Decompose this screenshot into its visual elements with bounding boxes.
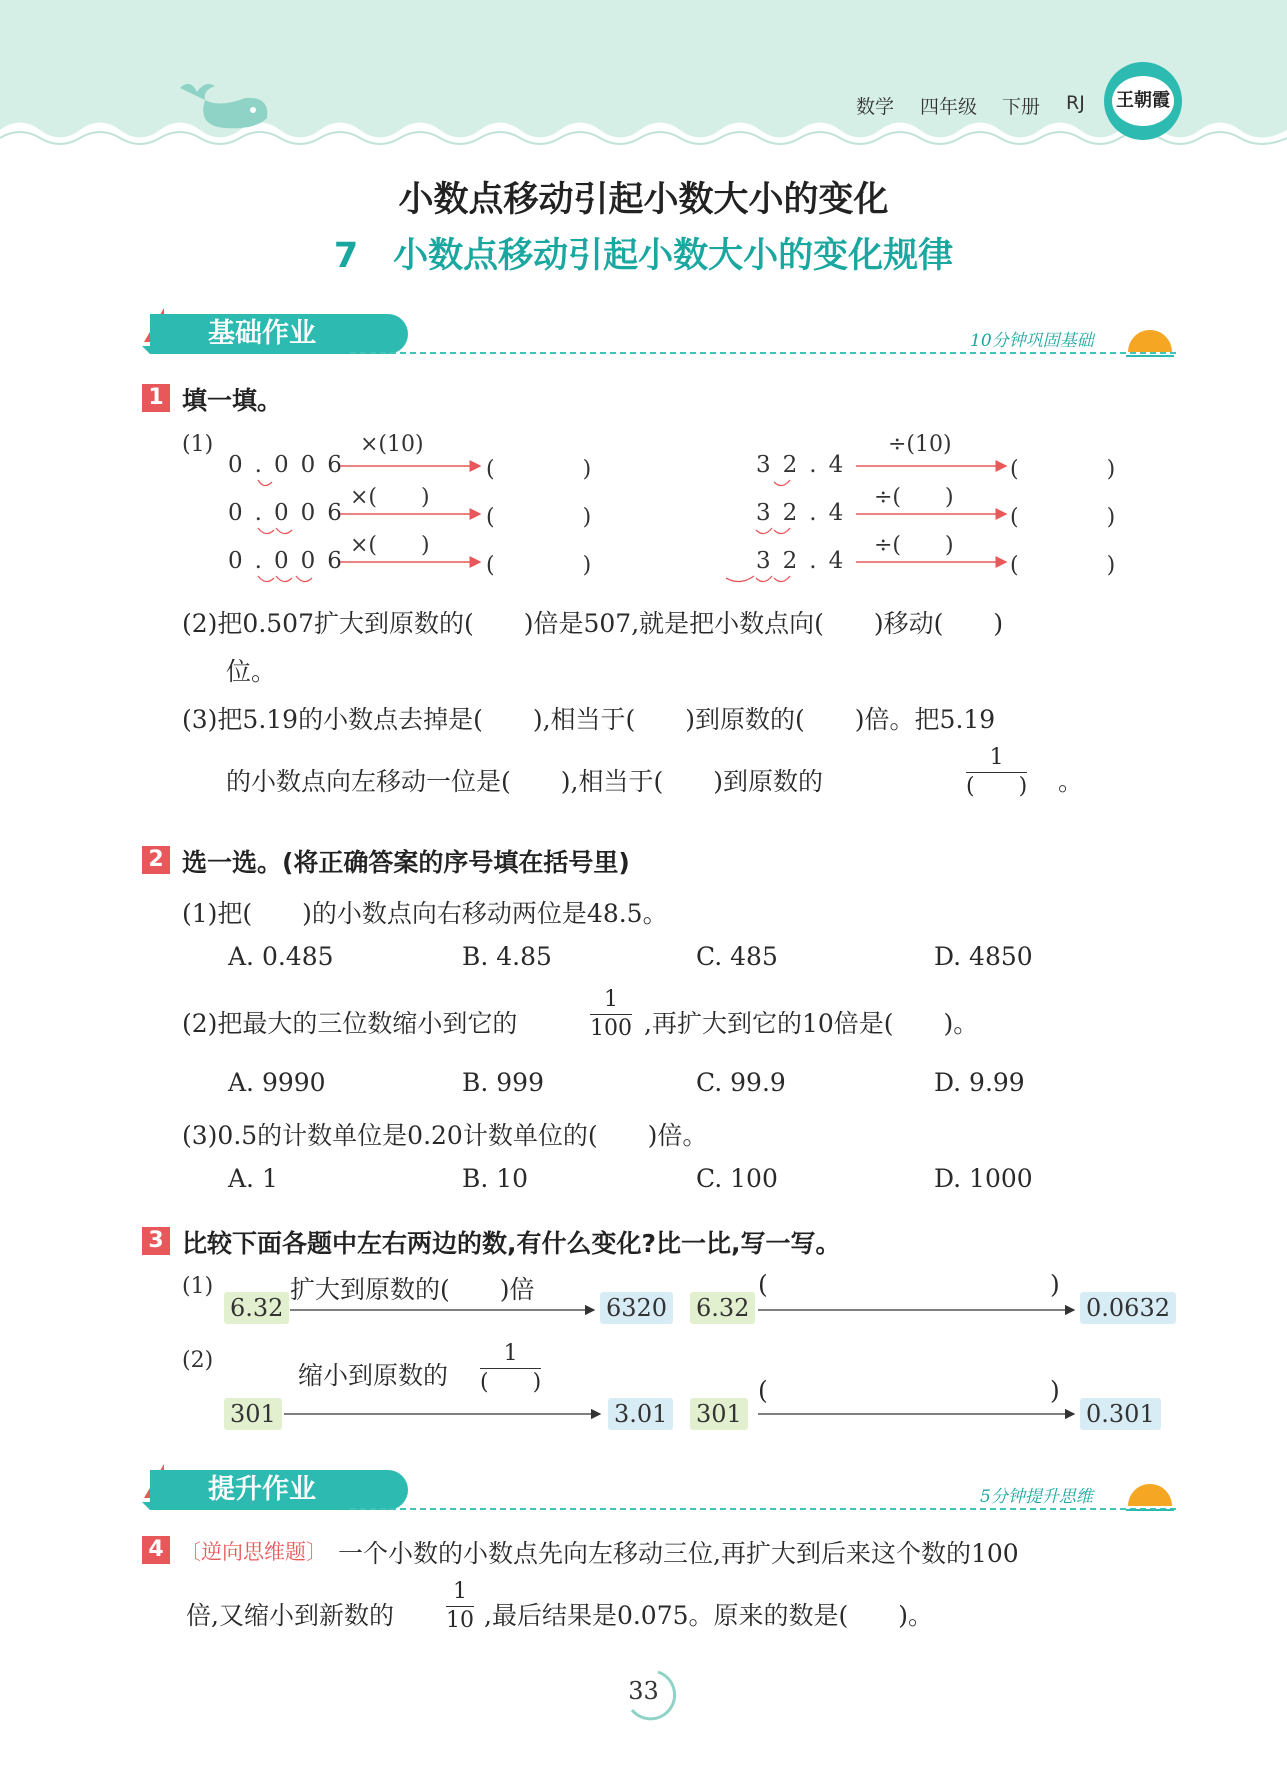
section-advanced: 提升作业 <box>150 1470 408 1510</box>
q2-p1-option-c[interactable]: C. 485 <box>696 942 778 971</box>
sunset-icon-2 <box>1122 1476 1178 1516</box>
q1-part2-line2: 位。 <box>226 657 277 686</box>
q3-p2-from-2: 301 <box>690 1398 748 1430</box>
header-volume: 下册 <box>1002 96 1041 118</box>
section-advanced-note: 5分钟提升思维 <box>980 1487 1093 1507</box>
q2-part2-b: ,再扩大到它的10倍是( )。 <box>644 1009 979 1038</box>
q3-p2-to: 3.01 <box>608 1398 673 1430</box>
q4-line2-b: ,最后结果是0.075。原来的数是( )。 <box>484 1601 934 1630</box>
q1-part1-label: (1) <box>182 432 214 457</box>
q2-p1-option-b[interactable]: B. 4.85 <box>462 942 552 971</box>
q1-part2-line1: (2)把0.507扩大到原数的( )倍是507,就是把小数点向( )移动( ) <box>182 609 1004 638</box>
q2-p3-option-c[interactable]: C. 100 <box>696 1164 778 1193</box>
q1-part3-line1: (3)把5.19的小数点去掉是( ),相当于( )到原数的( )倍。把5.19 <box>182 705 996 734</box>
q2-p2-option-a[interactable]: A. 9990 <box>228 1068 326 1097</box>
q4-tag: 〔逆向思维题〕 <box>180 1540 327 1564</box>
question-3-title: 比较下面各题中左右两边的数,有什么变化?比一比,写一写。 <box>182 1229 841 1258</box>
q1-right-answer-3[interactable]: ( ) <box>1010 553 1116 578</box>
q1-right-answer-2[interactable]: ( ) <box>1010 505 1116 530</box>
q1-left-op-2: ×( ) <box>350 485 430 510</box>
q3-arrows <box>0 1280 1287 1430</box>
q3-p1-from-2: 6.32 <box>690 1292 755 1324</box>
q1-left-op-3: ×( ) <box>350 533 430 558</box>
question-2-title: 选一选。(将正确答案的序号填在括号里) <box>182 848 630 877</box>
q3-p1-from: 6.32 <box>224 1292 289 1324</box>
section-basic-note: 10分钟巩固基础 <box>970 331 1094 351</box>
question-1-number: 1 <box>142 384 170 412</box>
fraction-numerator: 1 <box>590 986 632 1015</box>
q3-p1-to: 6320 <box>600 1292 673 1324</box>
question-4-number: 4 <box>142 1536 170 1564</box>
q1-left-number-2: 0.006 <box>228 500 354 526</box>
fraction-denominator: 100 <box>590 1016 632 1041</box>
q3-p1-close-paren: ) <box>1050 1270 1060 1299</box>
header-edition: RJ <box>1066 92 1085 114</box>
q1-right-answer-1[interactable]: ( ) <box>1010 457 1116 482</box>
q2-p3-option-d[interactable]: D. 1000 <box>934 1164 1033 1193</box>
lesson-title: 7 小数点移动引起小数大小的变化规律 <box>333 236 954 276</box>
q2-p2-option-c[interactable]: C. 99.9 <box>696 1068 786 1097</box>
q2-p3-option-b[interactable]: B. 10 <box>462 1164 529 1193</box>
q1-right-number-3: 32.4 <box>756 548 856 574</box>
q3-p2-close-paren: ) <box>1050 1376 1060 1405</box>
q1-left-answer-3[interactable]: ( ) <box>486 553 592 578</box>
q1-right-op-2: ÷( ) <box>874 485 954 510</box>
q3-p1-to-2: 0.0632 <box>1080 1292 1176 1324</box>
fraction-numerator: 1 <box>966 744 1027 773</box>
q1-right-number-1: 32.4 <box>756 452 856 478</box>
q3-p2-open-paren: ( <box>758 1376 768 1405</box>
q2-p1-option-d[interactable]: D. 4850 <box>934 942 1033 971</box>
page-title: 小数点移动引起小数大小的变化 <box>398 180 889 220</box>
q3-part1-label: (1) <box>182 1274 214 1299</box>
q4-line1: 一个小数的小数点先向左移动三位,再扩大到后来这个数的100 <box>338 1539 1019 1568</box>
q4-fraction <box>446 1578 474 1635</box>
q2-part3: (3)0.5的计数单位是0.20计数单位的( )倍。 <box>182 1121 708 1150</box>
fraction-numerator: 1 <box>480 1340 541 1369</box>
q1-right-op-3: ÷( ) <box>874 533 954 558</box>
logo-text: 王朝霞 <box>1112 76 1174 126</box>
section-basic: 基础作业 <box>150 314 408 354</box>
q3-p1-open-paren: ( <box>758 1270 768 1299</box>
q1-right-number-2: 32.4 <box>756 500 856 526</box>
q1-right-op-1: ÷(10) <box>888 432 952 457</box>
q1-part3-line2: 的小数点向左移动一位是( ),相当于( )到原数的 <box>226 767 823 796</box>
question-1-title: 填一填。 <box>182 386 283 415</box>
page-number: 33 <box>628 1677 659 1705</box>
header-subject: 数学 <box>856 96 895 118</box>
q1-left-answer-1[interactable]: ( ) <box>486 457 592 482</box>
header-grade: 四年级 <box>920 96 978 118</box>
q1-part3-fraction <box>966 744 1027 801</box>
q4-line2-a: 倍,又缩小到新数的 <box>186 1601 394 1630</box>
q2-p2-option-b[interactable]: B. 999 <box>462 1068 544 1097</box>
q1-left-number-3: 0.006 <box>228 548 354 574</box>
q2-p1-option-a[interactable]: A. 0.485 <box>228 942 334 971</box>
q3-part2-label: (2) <box>182 1348 214 1373</box>
q3-p2-operation: 缩小到原数的 <box>298 1361 449 1390</box>
fraction-denominator: 10 <box>446 1608 474 1633</box>
q1-left-number-1: 0.006 <box>228 452 354 478</box>
question-2-number: 2 <box>142 846 170 874</box>
q2-part2-fraction <box>590 986 632 1043</box>
q1-left-answer-2[interactable]: ( ) <box>486 505 592 530</box>
fraction-denominator[interactable]: ( ) <box>480 1370 542 1395</box>
fraction-denominator[interactable]: ( ) <box>966 774 1028 799</box>
q3-p2-to-2: 0.301 <box>1080 1398 1161 1430</box>
q1-part3-end: 。 <box>1058 767 1084 796</box>
q2-p3-option-a[interactable]: A. 1 <box>228 1164 278 1193</box>
q2-part1: (1)把( )的小数点向右移动两位是48.5。 <box>182 899 668 928</box>
q1-arrows <box>0 0 1287 600</box>
q3-p1-operation: 扩大到原数的( )倍 <box>290 1275 535 1304</box>
q3-p2-from: 301 <box>224 1398 282 1430</box>
q2-part2-a: (2)把最大的三位数缩小到它的 <box>182 1009 518 1038</box>
fraction-numerator: 1 <box>446 1578 474 1607</box>
section-advanced-divider <box>350 1508 1176 1510</box>
q2-p2-option-d[interactable]: D. 9.99 <box>934 1068 1025 1097</box>
q1-left-op-1: ×(10) <box>360 432 424 457</box>
question-3-number: 3 <box>142 1227 170 1255</box>
